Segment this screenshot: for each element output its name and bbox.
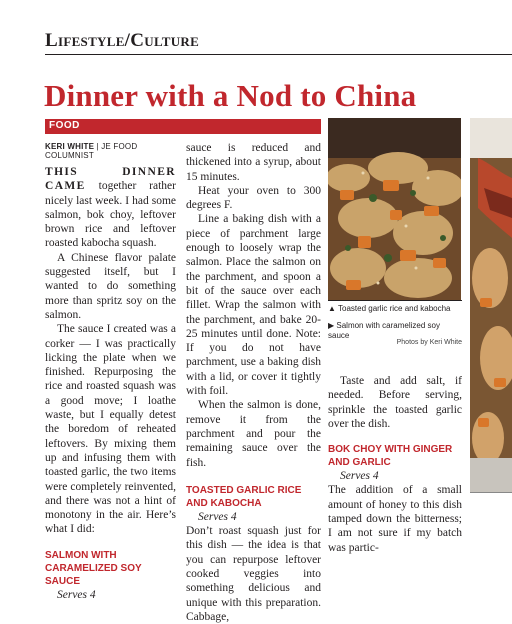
recipe-serves: Serves 4 — [340, 470, 379, 483]
section-header: Lifestyle/Culture — [45, 30, 200, 51]
photo-salmon — [470, 118, 512, 492]
paragraph-text: together rather nicely last week. I had some salmon, bok choy, leftover brown rice and leftover roasted kabocha squash. — [45, 180, 176, 250]
recipe-serves: Serves 4 — [57, 588, 96, 601]
article-column-1 — [45, 165, 176, 602]
paragraph: Taste and add salt, if needed. Before serving, sprinkle the toasted garlic over the dish. — [328, 375, 462, 430]
paragraph: Don’t roast squash just for this dish — the idea is that you can repurpose leftover cooked veggies into something delicious and unique with this preparation. Cabbage, — [186, 525, 321, 623]
photo-salmon-image — [470, 118, 512, 492]
article-column-2 — [186, 141, 321, 624]
paragraph: When the salmon is done, remove it from the parchment and pour the remaining sauce over the fish. — [186, 399, 321, 469]
caption-rule — [328, 300, 462, 301]
author-name: KERI WHITE — [45, 142, 95, 151]
paragraph: Line a baking dish with a piece of parchment large enough to loosely wrap the salmon. Place the salmon on the parchment, and spoon a bit of the sauce over each fillet. Wrap the salmon with the parchment, and bake 20-25 minutes until done. Note: If you do not have parchment, use a baking dish with a lid, or cover it tightly with foil. — [186, 213, 321, 398]
recipe-title: TOASTED GARLIC RICE AND KABOCHA — [186, 484, 302, 509]
paragraph: The addition of a small amount of honey to this dish tamped down the bitterness; I am not sure if my batch was partic- — [328, 484, 462, 554]
article-column-3 — [328, 374, 462, 555]
photo-caption-salmon: ▶ Salmon with caramelized soy sauce — [328, 321, 440, 340]
category-tag-bar — [45, 119, 321, 134]
lead-in: THIS DINNER CAME — [45, 166, 176, 193]
recipe-serves: Serves 4 — [198, 510, 237, 523]
recipe-title: SALMON WITH CARAMELIZED SOY SAUCE — [45, 549, 142, 587]
photo-salmon-base — [470, 492, 512, 513]
author-role: JE FOOD COLUMNIST — [45, 142, 138, 160]
photo-credit: Photos by Keri White — [396, 339, 462, 346]
category-tag: FOOD — [49, 120, 80, 131]
paragraph: sauce is reduced and thickened into a syrup, about 15 minutes. — [186, 142, 321, 183]
section-rule — [45, 54, 512, 55]
paragraph — [45, 165, 176, 251]
recipe-title: BOK CHOY WITH GINGER AND GARLIC — [328, 444, 453, 469]
paragraph: Heat your oven to 300 degrees F. — [186, 184, 321, 212]
article-headline: Dinner with a Nod to China — [44, 78, 417, 113]
paragraph: The sauce I created was a corker — I was practically licking the plate when we finished. Repurposing the rice and roasted squash was a good move; I loathe waste, but I equally detest the boredom of reheated leftovers. By mixing them up and infusing them with toasted garlic, the two items were completely reinvented, and there was not a hint of monotony in the air. Here’s what I did: — [45, 323, 176, 536]
byline: KERI WHITE | JE FOOD COLUMNIST — [45, 142, 138, 160]
paragraph: A Chinese flavor palate suggested itself, but I wanted to do something more than spritz soy on the salmon. — [45, 251, 176, 321]
photo-caption-rice: ▲ Toasted garlic rice and kabocha — [328, 304, 451, 313]
photo-rice-kabocha — [328, 118, 461, 300]
photo-rice-kabocha-image — [328, 118, 461, 300]
